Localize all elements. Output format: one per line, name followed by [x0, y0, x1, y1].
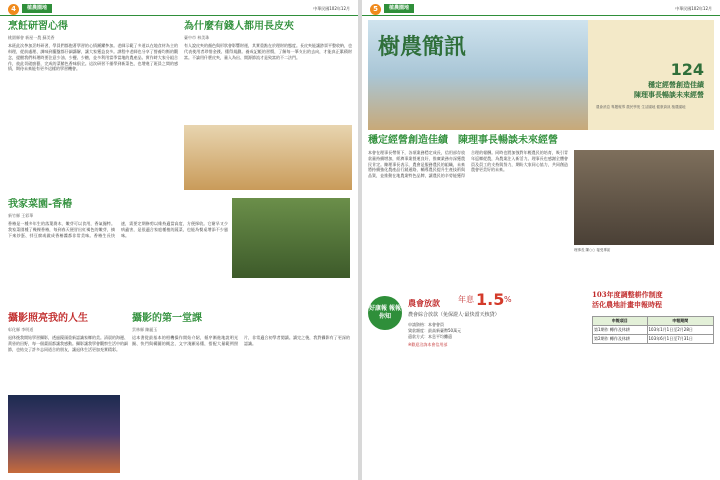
- headline-2: 陳理事長暢談未來經營: [634, 91, 704, 99]
- table-of-contents: 農會消息 專題報導 農民學苑 生活園地 健康資訊 植農園地: [596, 105, 686, 109]
- promo-item: 還款方式：本息平均攤還: [408, 334, 452, 339]
- feature-body: 本會在理事長帶領下，各項業務穩定成長，信用部存放款量持續增加，經濟事業營運良好，推廣業務亦深獲農民肯定。陳理事長表示，農會是服務農民的組織，未來將持續強化農產品行銷通路，輔導農民提升生產技術與品質，並推動在地農業特色品牌，讓農民的辛勞能獲得合理的報酬。同時也將加強對年輕農民的培育，吸引青年返鄉從農，為農業注入新活力。理事長也感謝全體會員及員工的支持與努力，期盼大家同心協力，共同創造農會更美好的未來。: [368, 150, 568, 179]
- article-garden: [8, 198, 228, 308]
- table-header: 申報項目: [593, 317, 648, 326]
- article-body: 香椿是一種多年生的落葉喬木，嫩芽可以食用，香氣獨特。我家菜園種了幾棵香椿，每到春天便冒出紅褐色的嫩芽，摘下來炒蛋、拌豆腐或做成香椿醬都非常美味。香椿生長快速，需要定期修剪以維持適當高度，方便採收。它耐旱又少病蟲害，是很適合家庭種植的蔬菜，也能為餐桌增添不少風味。: [8, 221, 228, 238]
- article-title: 為什麼有錢人都用長皮夾: [184, 21, 294, 32]
- article-byline: 雲林縣 陳麗玉: [132, 326, 158, 332]
- right-page-header: [362, 3, 720, 16]
- rate-suffix: %: [504, 295, 512, 304]
- chairman-photo: [574, 150, 714, 245]
- masthead: 樹農簡訊: [378, 34, 467, 60]
- promo-label: 農會放款: [408, 299, 440, 308]
- table-cell: 第2期作 轉作及休耕: [593, 334, 648, 343]
- feature-caption: 理事長 陳○○ 接受專訪: [574, 248, 611, 252]
- table-cell: 103年1月1日至2月28日: [647, 326, 714, 335]
- promo-note: ※歡迎洽詢本會信用部: [408, 342, 448, 347]
- sunset-photo: [8, 395, 120, 473]
- article-byline: 新竹縣 王彩華: [8, 212, 34, 218]
- article-byline: 彰化縣 李明道: [8, 326, 34, 332]
- article-body: 這本書從最基本的相機操作開始介紹，循序漸進地說明光圈、快門與構圖的概念，文字淺顯易懂，搭配大量範例照片，非常適合初學者閱讀。讀完之後，我對攝影有了更深的認識。: [132, 335, 350, 347]
- article-book: [132, 312, 350, 474]
- schedule-table: [592, 316, 714, 343]
- issue-date: 中華民國102年12月: [313, 6, 350, 11]
- promo-subtitle: 農會綜合放款（免保證人‧最快當天核貸）: [408, 312, 500, 318]
- table-header: 申報期間: [647, 317, 714, 326]
- article-title: 我家菜園-香椿: [8, 199, 73, 210]
- table-row: [593, 334, 714, 343]
- table-cell: 103年6月1日至7月31日: [647, 334, 714, 343]
- headline-1: 穩定經營創造佳績: [648, 81, 704, 89]
- issue-number: 124: [670, 60, 704, 79]
- loan-promo: [368, 290, 588, 474]
- issue-date: 中華民國102年12月: [675, 6, 712, 11]
- promo-badge: 好康報 報報你知: [368, 296, 402, 330]
- schedule-title-2: 活化農地計畫申報時程: [592, 300, 662, 310]
- article-title: 烹飪研習心得: [8, 21, 68, 32]
- right-page: [362, 0, 720, 480]
- feature-title: 穩定經營創造佳績 陳理事長暢談未來經營: [368, 135, 558, 146]
- left-page: [0, 0, 358, 480]
- table-cell: 第1期作 轉作及休耕: [593, 326, 648, 335]
- article-body: 有人說皮夾的顏色與形狀會影響財運，其實重點在於理財的態度。長皮夾能讓鈔票平整收納，也代表使用者珍惜金錢、懂得規劃。養成記帳的習慣，了解每一筆支出的去向，才能真正累積財富。不論用什麼皮夾，量入為出、開源節流才是致富的不二法門。: [184, 43, 352, 60]
- feature-title-box: [368, 134, 714, 148]
- article-byline: 臺中市 林美珠: [184, 34, 210, 40]
- article-cooking: [8, 20, 178, 190]
- section-label: 植農園地: [384, 4, 414, 13]
- feature-body-box: [368, 150, 568, 280]
- table-row: [593, 326, 714, 335]
- article-title: 攝影照亮我的人生: [8, 313, 88, 324]
- section-label: 植農園地: [22, 4, 52, 13]
- cover-banner: [368, 20, 714, 130]
- article-body: 本班此次參加烹飪研習，學員們都抱著學習的心情踴躍參加。老師示範了多道以在地食材為主的料理，從前處理、調味到擺盤都仔細講解，讓大家獲益良多。課程中老師也分享了營養均衡的觀念，提醒我們料理時要注意少油、少鹽、少糖，並多利用當季當地的農產品。實作時大家分組合作，彼此切磋廚藝，完成的菜餚色香味俱全。這次研習不僅學到新菜色，也增進了班員之間的感情，期待未來能有更多這樣的學習機會。: [8, 43, 178, 72]
- toon-tree-photo: [232, 198, 350, 278]
- food-photo: [184, 125, 352, 190]
- promo-item: 申請資格：本會會員: [408, 322, 444, 327]
- article-body: 退休後我開始學習攝影，透過鏡頭重新認識家鄉的美。清晨的海邊、黃昏的田野，每一個畫面都讓我感動。攝影讓我學會觀察生活中的細節，也結交了許多志同道合的朋友，讓退休生活更加充實精彩。: [8, 335, 128, 352]
- article-wallet: [184, 20, 352, 120]
- page-number: 4: [8, 4, 19, 15]
- left-page-header: [0, 3, 358, 16]
- schedule-title-1: 103年度調整耕作制度: [592, 290, 663, 299]
- promo-item: 貸款額度：最高新臺幣50萬元: [408, 328, 462, 333]
- subsidy-schedule: [592, 290, 714, 474]
- article-byline: 桃園縣會 新屋一農 蘇美香: [8, 34, 55, 40]
- page-number: 5: [370, 4, 381, 15]
- rate-value: 1.5: [476, 290, 505, 309]
- rate-prefix: 年息: [458, 295, 474, 304]
- article-title: 攝影的第一堂課: [132, 313, 202, 324]
